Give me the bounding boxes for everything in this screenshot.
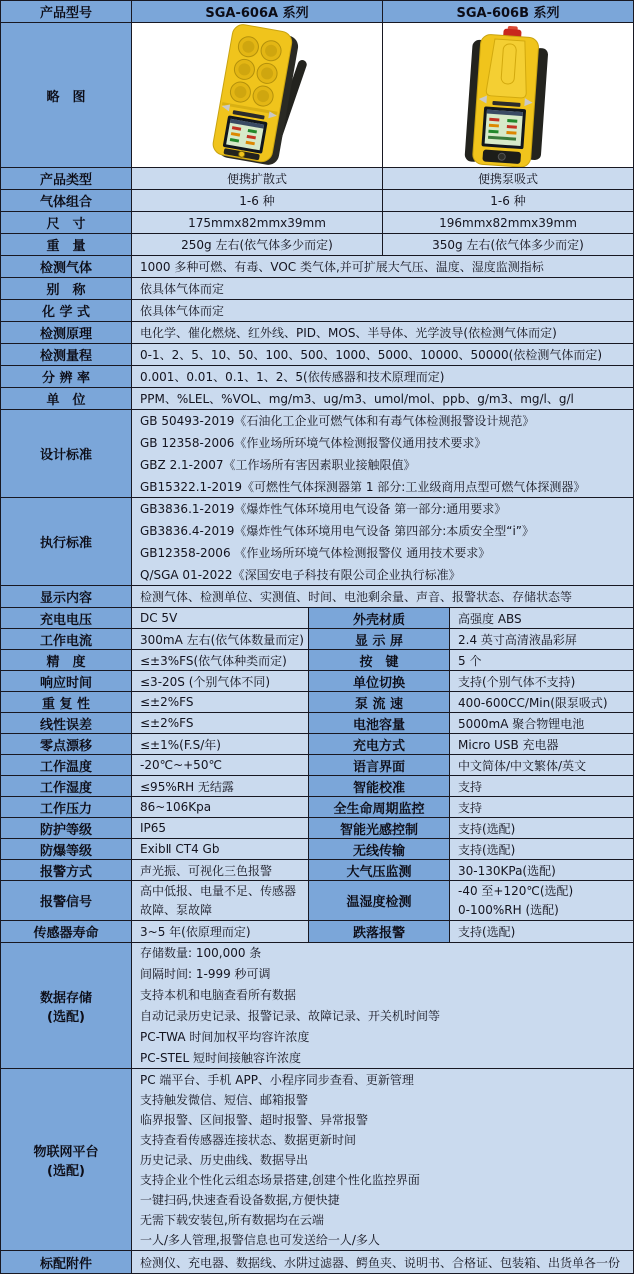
row-zero-drift	[1, 734, 633, 755]
label-unit: 单 位	[1, 388, 131, 409]
value-product-type-b: 便携泵吸式	[382, 168, 633, 189]
header-series-b: SGA-606B 系列	[382, 1, 633, 22]
alarm-signal-line: 高中低报、电量不足、传感器	[140, 883, 297, 898]
row-linearity-error	[1, 713, 633, 734]
label-sketch: 略 图	[1, 23, 131, 167]
row-accessories	[1, 1251, 633, 1273]
value-weight-a: 250g 左右(依气体多少而定)	[131, 234, 382, 255]
row-response-time	[1, 671, 633, 692]
value-accessories: 检测仪、充电器、数据线、水阱过滤器、鳄鱼夹、说明书、合格证、包装箱、出货单各一份	[131, 1251, 633, 1273]
label-detect-principle: 检测原理	[1, 322, 131, 343]
iot-platform-line: 支持企业个性化云组态场景搭建,创建个性化监控界面	[140, 1172, 420, 1187]
design-standard-line: GB 12358-2006《作业场所环境气体检测报警仪通用技术要求》	[140, 435, 487, 450]
row-working-pressure	[1, 797, 633, 818]
label-accuracy: 精 度	[1, 650, 131, 670]
label-linearity-error: 线性误差	[1, 713, 131, 733]
exec-standard-line: Q/SGA 01-2022《深国安电子科技有限公司企业执行标准》	[140, 567, 461, 582]
value-light-sensor-control: 支持(选配)	[449, 818, 633, 838]
label-detect-gas: 检测气体	[1, 256, 131, 277]
row-alias	[1, 278, 633, 300]
row-unit	[1, 388, 633, 410]
value-drop-alarm: 支持(选配)	[449, 921, 633, 942]
value-shell-material: 高强度 ABS	[449, 608, 633, 628]
value-dimensions-a: 175mmx82mmx39mm	[131, 212, 382, 233]
label-display-content: 显示内容	[1, 586, 131, 607]
value-gas-combination-b: 1-6 种	[382, 190, 633, 211]
row-alarm-signal	[1, 881, 633, 921]
label-language-ui: 语言界面	[308, 755, 449, 775]
label-explosion-rating: 防爆等级	[1, 839, 131, 859]
label-exec-standard: 执行标准	[1, 498, 131, 585]
row-repeatability	[1, 692, 633, 713]
sga606a-device-illustration	[132, 24, 382, 167]
label-iot-platform	[1, 1069, 131, 1250]
iot-platform-line: 一人/多人管理,报警信息也可发送给一人/多人	[140, 1232, 380, 1247]
row-product-type	[1, 168, 633, 190]
value-buttons: 5 个	[449, 650, 633, 670]
value-display-content: 检测气体、检测单位、实测值、时间、电池剩余量、声音、报警状态、存储状态等	[131, 586, 633, 607]
iot-platform-line: 一键扫码,快速查看设备数据,方便快捷	[140, 1192, 340, 1207]
value-battery-capacity: 5000mA 聚合物锂电池	[449, 713, 633, 733]
exec-standard-line: GB12358-2006 《作业场所环境气体检测报警仪 通用技术要求》	[140, 545, 491, 560]
value-working-humidity: ≤95%RH 无结露	[131, 776, 308, 796]
label-pressure-monitor: 大气压监测	[308, 860, 449, 880]
label-smart-calibration: 智能校准	[308, 776, 449, 796]
value-product-type-a: 便携扩散式	[131, 168, 382, 189]
value-protection-rating: IP65	[131, 818, 308, 838]
temp-humidity-line: -40 至+120℃(选配)	[458, 883, 574, 898]
label-detect-range: 检测量程	[1, 344, 131, 365]
row-gas-combination	[1, 190, 633, 212]
iot-platform-line: 历史记录、历史曲线、数据导出	[140, 1152, 309, 1167]
design-standard-line: GB 50493-2019《石油化工企业可燃气体和有毒气体检测报警设计规范》	[140, 413, 535, 428]
label-alarm-mode: 报警方式	[1, 860, 131, 880]
iot-platform-line: 支持查看传感器连接状态、数据更新时间	[140, 1132, 357, 1147]
data-storage-line: 支持本机和电脑查看所有数据	[140, 987, 297, 1002]
row-detect-gas	[1, 256, 633, 278]
row-detect-range	[1, 344, 633, 366]
label-pump-flow: 泵 流 速	[308, 692, 449, 712]
label-working-current: 工作电流	[1, 629, 131, 649]
value-design-standard	[131, 410, 633, 497]
sga606b-device-illustration	[383, 24, 633, 167]
data-storage-line: 间隔时间: 1-999 秒可调	[140, 966, 271, 981]
row-working-current	[1, 629, 633, 650]
row-accuracy	[1, 650, 633, 671]
value-pump-flow: 400-600CC/Min(限泵吸式)	[449, 692, 633, 712]
label-display-screen: 显 示 屏	[308, 629, 449, 649]
value-pressure-monitor: 30-130KPa(选配)	[449, 860, 633, 880]
row-working-humidity	[1, 776, 633, 797]
data-storage-line: 存储数量: 100,000 条	[140, 945, 262, 960]
row-display-content	[1, 586, 633, 608]
label-dimensions: 尺 寸	[1, 212, 131, 233]
label-resolution: 分 辨 率	[1, 366, 131, 387]
row-explosion-rating	[1, 839, 633, 860]
row-chemical-formula	[1, 300, 633, 322]
iot-platform-line: PC 端平台、手机 APP、小程序同步查看、更新管理	[140, 1072, 414, 1087]
temp-humidity-line: 0-100%RH (选配)	[458, 902, 559, 917]
value-sensor-life: 3~5 年(依原理而定)	[131, 921, 308, 942]
row-detect-principle	[1, 322, 633, 344]
label-alias: 别 称	[1, 278, 131, 299]
value-accuracy: ≤±3%FS(依气体种类而定)	[131, 650, 308, 670]
value-lifecycle-monitor: 支持	[449, 797, 633, 817]
label-protection-rating: 防护等级	[1, 818, 131, 838]
label-sensor-life: 传感器寿命	[1, 921, 131, 942]
value-working-pressure: 86~106Kpa	[131, 797, 308, 817]
value-alarm-mode: 声光振、可视化三色报警	[131, 860, 308, 880]
alarm-signal-line: 故障、泵故障	[140, 902, 213, 917]
row-weight	[1, 234, 633, 256]
label-charge-voltage: 充电电压	[1, 608, 131, 628]
value-smart-calibration: 支持	[449, 776, 633, 796]
value-display-screen: 2.4 英寸高清液晶彩屏	[449, 629, 633, 649]
row-alarm-mode	[1, 860, 633, 881]
row-dimensions	[1, 212, 633, 234]
value-unit-switch: 支持(个别气体不支持)	[449, 671, 633, 691]
label-weight: 重 量	[1, 234, 131, 255]
product-image-sga606a	[131, 23, 382, 167]
iot-platform-label-line: 物联网平台	[33, 1144, 99, 1160]
label-gas-combination: 气体组合	[1, 190, 131, 211]
label-shell-material: 外壳材质	[308, 608, 449, 628]
value-detect-range: 0-1、2、5、10、50、100、500、1000、5000、10000、50000(依检测气体而定)	[131, 344, 633, 365]
value-zero-drift: ≤±1%(F.S/年)	[131, 734, 308, 754]
value-unit: PPM、%LEL、%VOL、mg/m3、ug/m3、umol/mol、ppb、g/m3、mg/l、g/l	[131, 388, 633, 409]
row-sketch	[1, 23, 633, 168]
row-data-storage	[1, 943, 633, 1069]
iot-platform-label-line: (选配)	[47, 1163, 85, 1179]
header-product-model: 产品型号	[1, 1, 131, 22]
label-alarm-signal: 报警信号	[1, 881, 131, 920]
data-storage-label-line: 数据存储	[39, 990, 92, 1006]
value-detect-principle: 电化学、催化燃烧、红外线、PID、MOS、半导体、光学波导(依检测气体而定)	[131, 322, 633, 343]
row-working-temp	[1, 755, 633, 776]
label-buttons: 按 键	[308, 650, 449, 670]
value-iot-platform	[131, 1069, 633, 1250]
value-data-storage	[131, 943, 633, 1068]
exec-standard-line: GB3836.4-2019《爆炸性气体环境用电气设备 第四部分:本质安全型“i”》	[140, 523, 535, 538]
label-temp-humidity-detect: 温湿度检测	[308, 881, 449, 920]
data-storage-line: 自动记录历史记录、报警记录、故障记录、开关机时间等	[140, 1008, 441, 1023]
value-charge-voltage: DC 5V	[131, 608, 308, 628]
value-language-ui: 中文简体/中文繁体/英文	[449, 755, 633, 775]
value-linearity-error: ≤±2%FS	[131, 713, 308, 733]
value-weight-b: 350g 左右(依气体多少而定)	[382, 234, 633, 255]
value-repeatability: ≤±2%FS	[131, 692, 308, 712]
iot-platform-line: 无需下载安装包,所有数据均在云端	[140, 1212, 324, 1227]
label-product-type: 产品类型	[1, 168, 131, 189]
row-sensor-life	[1, 921, 633, 943]
value-charge-method: Micro USB 充电器	[449, 734, 633, 754]
label-data-storage	[1, 943, 131, 1068]
label-wireless-transfer: 无线传输	[308, 839, 449, 859]
label-light-sensor-control: 智能光感控制	[308, 818, 449, 838]
row-design-standard	[1, 410, 633, 498]
value-wireless-transfer: 支持(选配)	[449, 839, 633, 859]
product-image-sga606b	[382, 23, 633, 167]
data-storage-line: PC-TWA 时间加权平均容许浓度	[140, 1029, 310, 1044]
iot-platform-line: 临界报警、区间报警、超时报警、异常报警	[140, 1112, 369, 1127]
row-resolution	[1, 366, 633, 388]
label-battery-capacity: 电池容量	[308, 713, 449, 733]
label-working-humidity: 工作湿度	[1, 776, 131, 796]
data-storage-line: PC-STEL 短时间接触容许浓度	[140, 1050, 301, 1065]
value-dimensions-b: 196mmx82mmx39mm	[382, 212, 633, 233]
header-series-a: SGA-606A 系列	[131, 1, 382, 22]
value-alias: 依具体气体而定	[131, 278, 633, 299]
label-drop-alarm: 跌落报警	[308, 921, 449, 942]
exec-standard-line: GB3836.1-2019《爆炸性气体环境用电气设备 第一部分:通用要求》	[140, 501, 507, 516]
label-response-time: 响应时间	[1, 671, 131, 691]
value-detect-gas: 1000 多种可燃、有毒、VOC 类气体,并可扩展大气压、温度、湿度监测指标	[131, 256, 633, 277]
row-iot-platform	[1, 1069, 633, 1251]
row-header	[1, 1, 633, 23]
value-gas-combination-a: 1-6 种	[131, 190, 382, 211]
label-chemical-formula: 化 学 式	[1, 300, 131, 321]
row-protection-rating	[1, 818, 633, 839]
label-working-pressure: 工作压力	[1, 797, 131, 817]
label-zero-drift: 零点漂移	[1, 734, 131, 754]
row-charge-voltage	[1, 608, 633, 629]
value-response-time: ≤3-20S (个别气体不同)	[131, 671, 308, 691]
value-working-current: 300mA 左右(依气体数量而定)	[131, 629, 308, 649]
value-explosion-rating: ExibⅡ CT4 Gb	[131, 839, 308, 859]
value-resolution: 0.001、0.01、0.1、1、2、5(依传感器和技术原理而定)	[131, 366, 633, 387]
label-unit-switch: 单位切换	[308, 671, 449, 691]
data-storage-label-line: (选配)	[47, 1009, 85, 1025]
value-alarm-signal	[131, 881, 308, 920]
label-lifecycle-monitor: 全生命周期监控	[308, 797, 449, 817]
value-exec-standard	[131, 498, 633, 585]
value-working-temp: -20℃~+50℃	[131, 755, 308, 775]
design-standard-line: GBZ 2.1-2007《工作场所有害因素职业接触限值》	[140, 457, 416, 472]
value-chemical-formula: 依具体气体而定	[131, 300, 633, 321]
label-charge-method: 充电方式	[308, 734, 449, 754]
design-standard-line: GB15322.1-2019《可燃性气体探测器第 1 部分:工业级商用点型可燃气体探测器》	[140, 479, 586, 494]
value-temp-humidity-detect	[449, 881, 633, 920]
label-working-temp: 工作温度	[1, 755, 131, 775]
label-repeatability: 重 复 性	[1, 692, 131, 712]
iot-platform-line: 支持触发微信、短信、邮箱报警	[140, 1092, 309, 1107]
label-accessories: 标配附件	[1, 1251, 131, 1273]
row-exec-standard	[1, 498, 633, 586]
label-design-standard: 设计标准	[1, 410, 131, 497]
